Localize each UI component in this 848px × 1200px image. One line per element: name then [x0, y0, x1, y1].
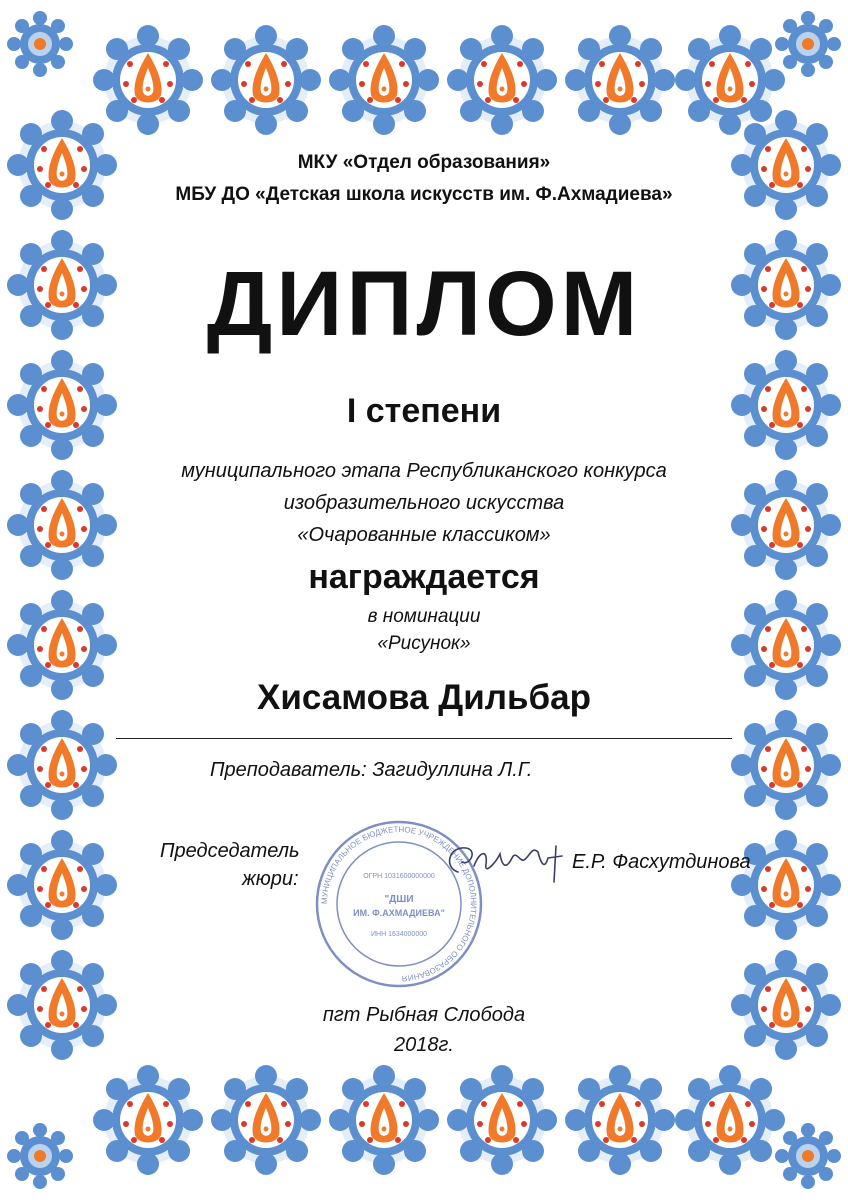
stamp-center-line-1: "ДШИ — [384, 894, 414, 905]
organization-line-2: МБУ ДО «Детская школа искусств им. Ф.Ахмадиева» — [175, 184, 673, 205]
footer-year: 2018г. — [394, 1034, 454, 1056]
contest-line-3: «Очарованные классиком» — [297, 524, 551, 546]
stamp-ogrn: ОГРН 1031600000000 — [363, 873, 435, 880]
stamp-center-line-2: ИМ. Ф.АХМАДИЕВА" — [353, 908, 445, 918]
awarded-text: награждается — [308, 558, 540, 596]
contest-line-1: муниципального этапа Республиканского конкурса — [181, 460, 667, 482]
recipient-name: Хисамова Дильбар — [257, 678, 591, 717]
contest-line-2: изобразительного искусства — [283, 492, 565, 514]
organization-line-1: МКУ «Отдел образования» — [297, 152, 551, 173]
teacher-name: Загидуллина Л.Г. — [372, 759, 533, 781]
stamp-outer-text: МУНИЦИПАЛЬНОЕ БЮДЖЕТНОЕ УЧРЕЖДЕНИЕ ДОПОЛНИТЕЛЬНОГО ОБРАЗОВАНИЯ — [319, 824, 479, 983]
recipient-underline — [116, 738, 732, 739]
jury-label-line-1: Председатель — [160, 840, 300, 862]
nomination-value: «Рисунок» — [377, 633, 471, 654]
jury-label-line-2: жюри: — [242, 868, 299, 890]
diploma-title: ДИПЛОМ — [206, 253, 642, 355]
nomination-label: в номинации — [367, 606, 481, 627]
footer-place: пгт Рыбная Слобода — [322, 1004, 526, 1026]
diploma-degree: I степени — [346, 392, 502, 430]
stamp-inn: ИНН 1634000000 — [370, 931, 428, 938]
jury-chairman-name: Е.Р. Фасхутдинова — [572, 851, 751, 873]
chairman-signature — [440, 832, 580, 892]
teacher-line — [210, 759, 532, 782]
teacher-label: Преподаватель: — [210, 759, 367, 781]
